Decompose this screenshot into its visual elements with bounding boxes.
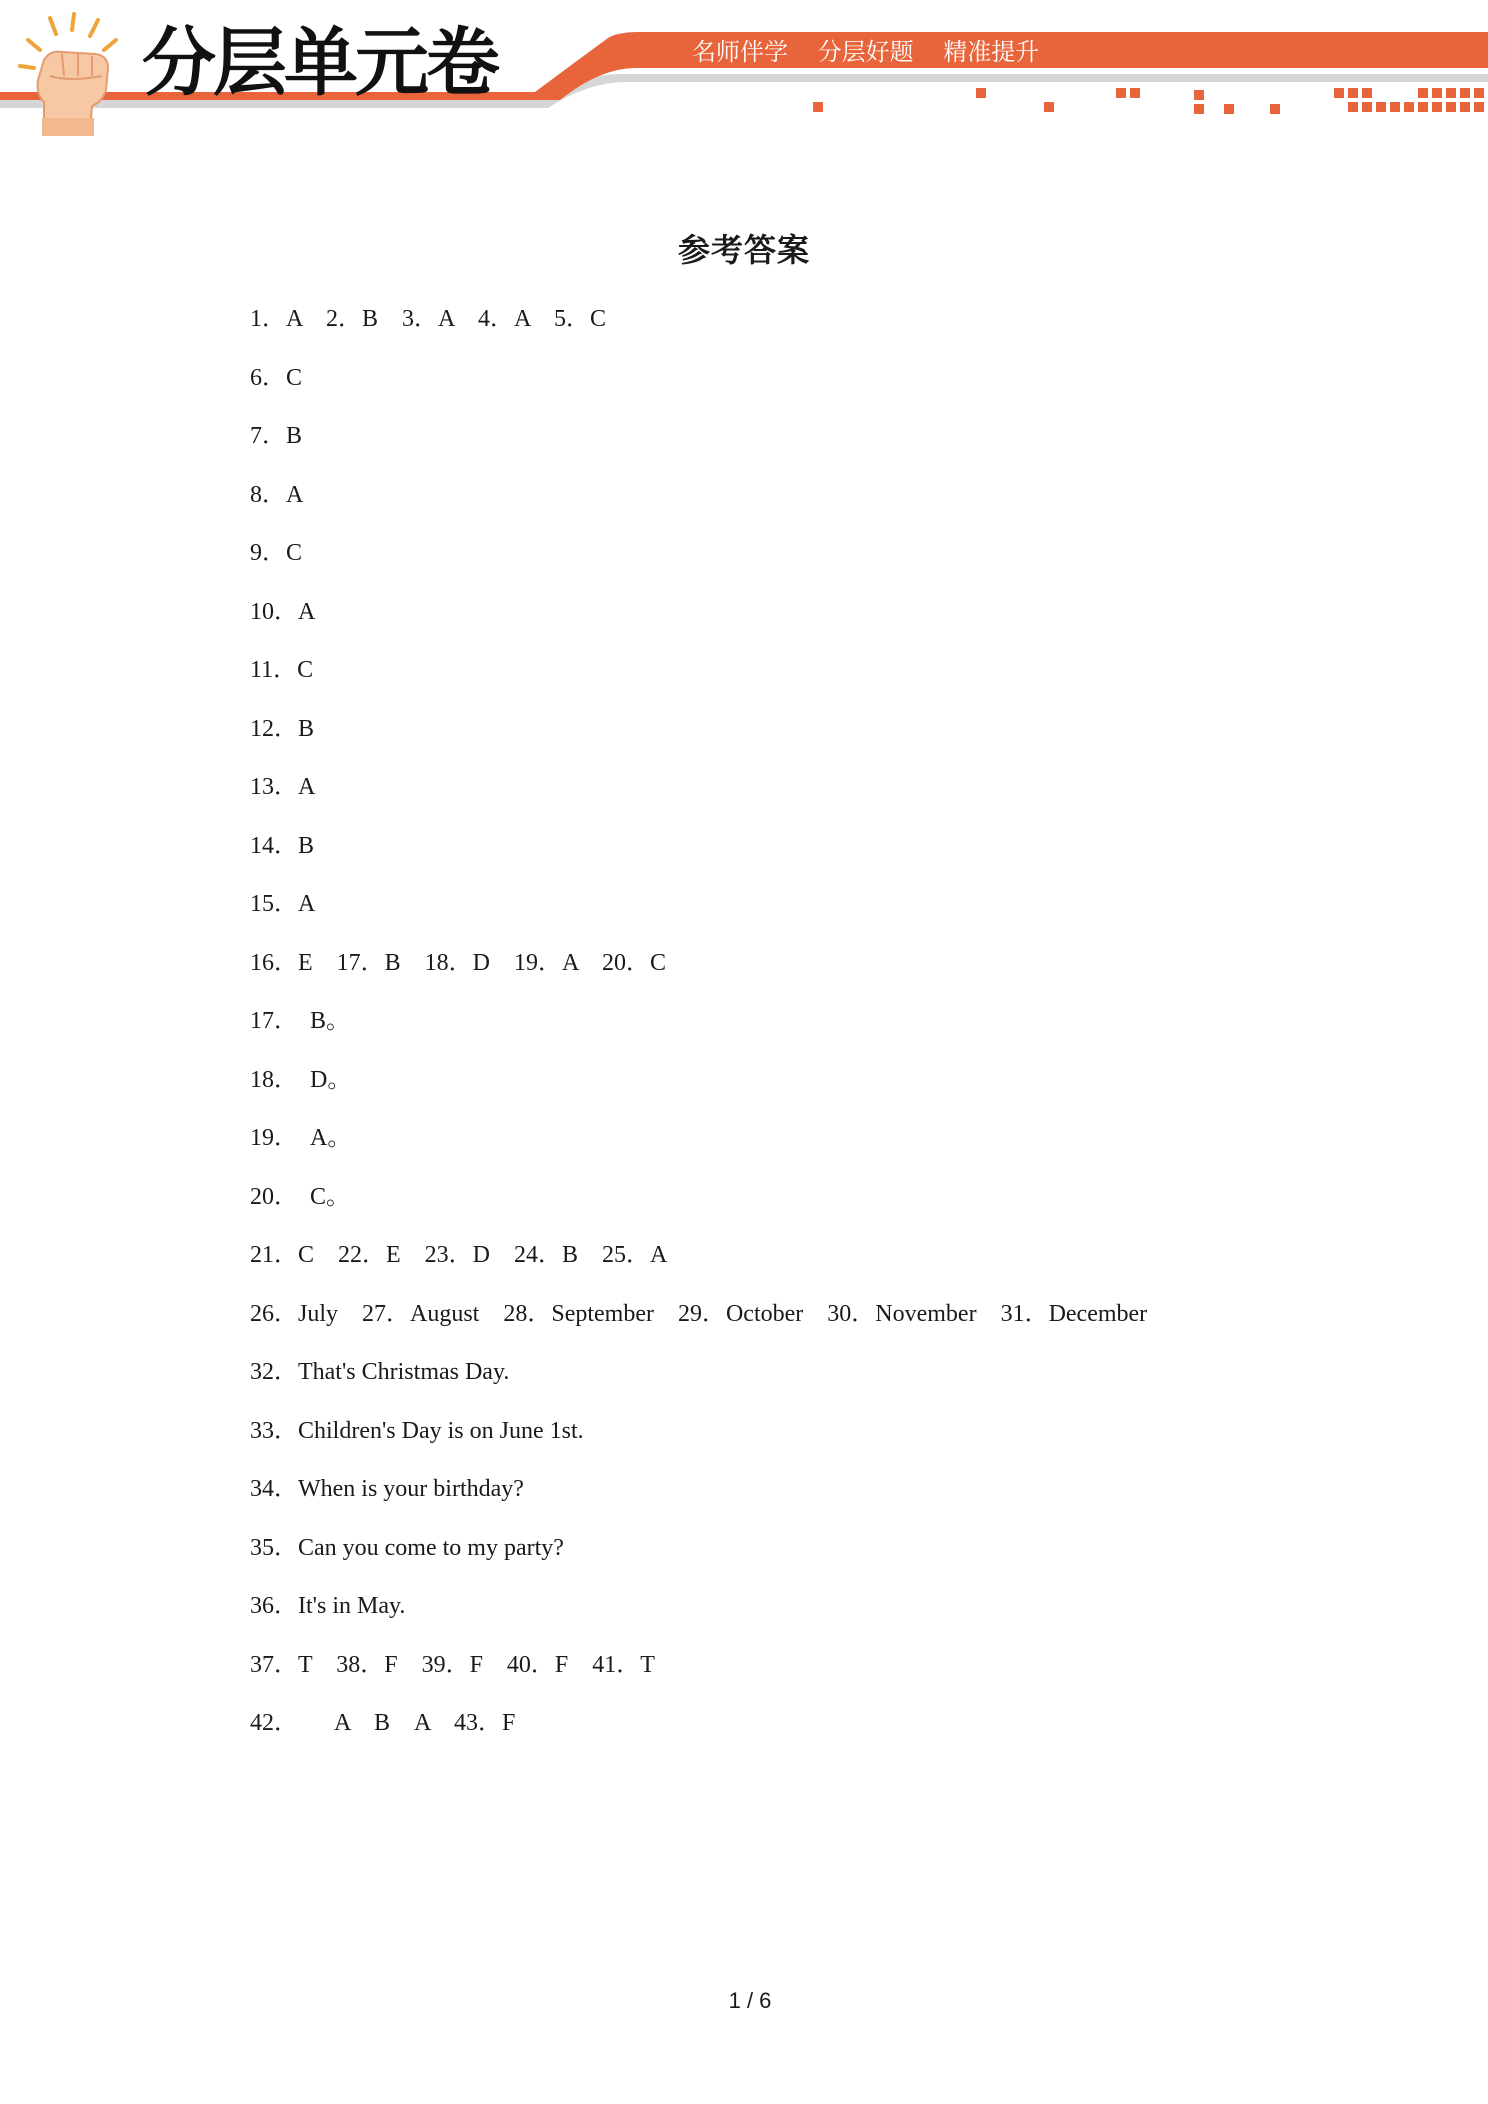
answer-line: 9．C — [250, 540, 303, 566]
answer-line: 34．When is your birthday? — [250, 1476, 524, 1502]
answer-line: 32．That's Christmas Day. — [250, 1359, 510, 1385]
answer-line: 11．C — [250, 657, 314, 683]
answer-line: 14．B — [250, 832, 315, 859]
header-banner — [0, 0, 1488, 140]
answer-line: 26．July 27．August 28．September 29．October 30．November 31．December — [250, 1300, 1148, 1327]
page-number: 1 / 6 — [728, 1988, 772, 2013]
brand-slogan: 名师伴学 分层好题 精准提升 — [692, 38, 1040, 66]
brand-title: 分层单元卷 — [142, 20, 497, 106]
answer-line: 13．A — [250, 774, 316, 800]
answer-line: 20． C。 — [250, 1183, 351, 1210]
answer-line: 1．A 2．B 3．A 4．A 5．C — [250, 306, 607, 332]
answer-line: 37．T 38．F 39．F 40．F 41．T — [250, 1651, 655, 1678]
answer-line: 10．A — [250, 598, 316, 625]
answer-line: 7．B — [250, 423, 303, 449]
answer-line: 6．C — [250, 364, 303, 391]
answer-line: 18． D。 — [250, 1066, 352, 1093]
answer-line: 21．C 22．E 23．D 24．B 25．A — [250, 1242, 668, 1268]
answer-line: 33．Children's Day is on June 1st. — [250, 1417, 584, 1444]
answer-line: 16．E 17．B 18．D 19．A 20．C — [250, 949, 667, 976]
answer-line: 17． B。 — [250, 1008, 351, 1034]
answer-line: 42． A B A 43．F — [250, 1710, 516, 1736]
answer-line: 12．B — [250, 715, 315, 742]
page-title: 参考答案 — [677, 231, 810, 269]
fist-logo-icon — [10, 10, 130, 136]
answer-line: 35．Can you come to my party? — [250, 1534, 564, 1561]
answer-list — [250, 299, 1147, 1762]
answer-line: 15．A — [250, 891, 316, 917]
answer-line: 36．It's in May. — [250, 1593, 406, 1619]
answer-line: 8．A — [250, 481, 304, 508]
answer-line: 19． A。 — [250, 1125, 352, 1151]
